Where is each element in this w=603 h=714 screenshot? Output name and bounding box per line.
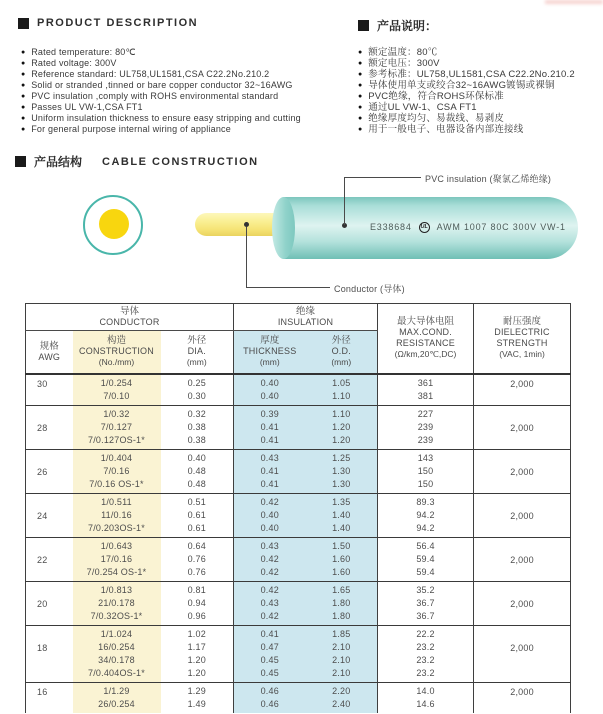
note-item-text: 额定温度：80℃ bbox=[368, 47, 438, 58]
thickness-value: 0.42 bbox=[234, 610, 306, 626]
resistance-value: 22.2 bbox=[378, 625, 474, 641]
od-value: 1.05 bbox=[306, 374, 378, 390]
od-value: 1.30 bbox=[306, 478, 378, 494]
od-header bbox=[306, 331, 378, 374]
note-item bbox=[358, 113, 575, 124]
dia-value: 0.64 bbox=[161, 537, 234, 553]
resistance-value: 59.4 bbox=[378, 553, 474, 566]
construction-value: 1/1.024 bbox=[73, 625, 161, 641]
od-value: 2.20 bbox=[306, 682, 378, 698]
description-item-text: Passes UL VW-1,CSA FT1 bbox=[31, 102, 143, 112]
dia-value: 0.96 bbox=[161, 610, 234, 626]
conductor-callout-line-v bbox=[246, 227, 247, 287]
dielectric-header bbox=[474, 304, 571, 374]
od-value: 1.80 bbox=[306, 597, 378, 610]
product-description-title: PRODUCT DESCRIPTION bbox=[37, 17, 199, 29]
construction-header-zh: 构造 bbox=[106, 335, 126, 347]
dia-value: 0.76 bbox=[161, 566, 234, 582]
table-row bbox=[26, 493, 571, 509]
dia-value: 0.94 bbox=[161, 597, 234, 610]
od-value: 1.30 bbox=[306, 465, 378, 478]
awg-header-en: AWG bbox=[38, 351, 61, 362]
conductor-group-en: CONDUCTOR bbox=[99, 317, 160, 327]
table-row bbox=[26, 449, 571, 465]
dia-header-unit: (mm) bbox=[186, 357, 207, 368]
note-item bbox=[358, 91, 575, 102]
note-item bbox=[358, 80, 575, 91]
resistance-header-en1: MAX.COND. bbox=[399, 327, 452, 338]
pvc-insulation-label: PVC insulation (聚氯乙烯绝缘) bbox=[425, 174, 552, 184]
note-item-text: 绝缘厚度均匀、易裁线、易剥皮 bbox=[368, 113, 505, 124]
od-value: 2.40 bbox=[306, 698, 378, 713]
dielectric-value-cell bbox=[474, 405, 571, 449]
dia-value: 0.38 bbox=[161, 421, 234, 434]
conductor-group-header bbox=[26, 304, 234, 331]
dia-value: 1.49 bbox=[161, 698, 234, 713]
note-item-text: 导体使用单支或绞合32~16AWG镀锡或裸铜 bbox=[368, 80, 555, 91]
od-header-en: O.D. bbox=[331, 346, 351, 357]
dielectric-value: 2,000 bbox=[510, 422, 534, 433]
construction-value: 1/0.511 bbox=[73, 493, 161, 509]
resistance-header-en2: RESISTANCE bbox=[396, 338, 455, 349]
resistance-value: 36.7 bbox=[378, 597, 474, 610]
dia-value: 0.30 bbox=[161, 390, 234, 406]
bullet-icon: ● bbox=[358, 126, 363, 133]
page-edge-artifact bbox=[545, 0, 603, 4]
bullet-icon: ● bbox=[358, 104, 363, 111]
description-item bbox=[21, 58, 301, 69]
square-bullet-icon bbox=[15, 156, 26, 167]
construction-value: 1/0.813 bbox=[73, 581, 161, 597]
dia-value: 1.20 bbox=[161, 654, 234, 667]
od-value: 1.25 bbox=[306, 449, 378, 465]
insulation-group-header bbox=[234, 304, 378, 331]
dia-value: 0.61 bbox=[161, 522, 234, 538]
od-header-zh: 外径 bbox=[331, 335, 351, 347]
resistance-value: 23.2 bbox=[378, 654, 474, 667]
resistance-value: 150 bbox=[378, 478, 474, 494]
dielectric-value: 2,000 bbox=[510, 598, 534, 609]
resistance-value: 89.3 bbox=[378, 493, 474, 509]
awg-value-cell bbox=[26, 449, 73, 493]
construction-value: 1/0.643 bbox=[73, 537, 161, 553]
od-value: 1.60 bbox=[306, 553, 378, 566]
bullet-icon: ● bbox=[21, 93, 26, 100]
dia-value: 0.51 bbox=[161, 493, 234, 509]
dia-value: 0.61 bbox=[161, 509, 234, 522]
bullet-icon: ● bbox=[21, 104, 26, 111]
construction-value: 7/0.10 bbox=[73, 390, 161, 406]
thickness-value: 0.39 bbox=[234, 405, 306, 421]
dielectric-value-cell bbox=[474, 374, 571, 406]
thickness-value: 0.42 bbox=[234, 566, 306, 582]
resistance-value: 227 bbox=[378, 405, 474, 421]
cable-construction-title-zh: 产品结构 bbox=[34, 155, 83, 169]
bullet-icon: ● bbox=[21, 60, 26, 67]
resistance-value: 143 bbox=[378, 449, 474, 465]
ul-mark-icon: UL bbox=[419, 222, 430, 233]
od-header-unit: (mm) bbox=[331, 357, 352, 368]
awg-value-cell bbox=[26, 581, 73, 625]
bullet-icon: ● bbox=[21, 82, 26, 89]
construction-header-en: CONSTRUCTION bbox=[79, 346, 154, 357]
thickness-value: 0.45 bbox=[234, 654, 306, 667]
awg-value: 28 bbox=[37, 422, 48, 433]
bullet-icon: ● bbox=[358, 93, 363, 100]
pvc-callout-line-h bbox=[344, 177, 421, 178]
resistance-value: 381 bbox=[378, 390, 474, 406]
dielectric-value: 2,000 bbox=[510, 510, 534, 521]
note-item bbox=[358, 69, 575, 80]
awg-value-cell bbox=[26, 405, 73, 449]
dia-value: 0.40 bbox=[161, 449, 234, 465]
table-row bbox=[26, 405, 571, 421]
construction-value: 7/0.16 OS-1* bbox=[73, 478, 161, 494]
description-item bbox=[21, 113, 301, 124]
description-item-text: PVC insulation ,comply with ROHS environmental standard bbox=[31, 91, 279, 101]
dielectric-value-cell bbox=[474, 682, 571, 713]
awg-value-cell bbox=[26, 682, 73, 713]
product-notes-title: 产品说明： bbox=[377, 19, 438, 33]
od-value: 1.40 bbox=[306, 509, 378, 522]
description-item bbox=[21, 91, 301, 102]
description-item bbox=[21, 124, 301, 135]
resistance-value: 239 bbox=[378, 421, 474, 434]
dielectric-value: 2,000 bbox=[510, 379, 534, 389]
spec-table bbox=[25, 303, 570, 713]
od-value: 1.10 bbox=[306, 405, 378, 421]
construction-value: 17/0.16 bbox=[73, 553, 161, 566]
thickness-header-zh: 厚度 bbox=[260, 335, 280, 347]
dielectric-header-en2: STRENGTH bbox=[496, 338, 548, 349]
resistance-value: 94.2 bbox=[378, 509, 474, 522]
construction-value: 7/0.127 bbox=[73, 421, 161, 434]
od-value: 2.10 bbox=[306, 654, 378, 667]
dia-value: 1.17 bbox=[161, 641, 234, 654]
description-item-text: Uniform insulation thickness to ensure easy stripping and cutting bbox=[31, 113, 301, 123]
awg-value-cell bbox=[26, 625, 73, 682]
resistance-header bbox=[378, 304, 474, 374]
dia-value: 0.48 bbox=[161, 465, 234, 478]
thickness-header-unit: (mm) bbox=[259, 357, 280, 368]
note-item-text: 额定电压：300V bbox=[368, 58, 440, 69]
construction-value: 1/0.404 bbox=[73, 449, 161, 465]
construction-value: 7/0.32OS-1* bbox=[73, 610, 161, 626]
bullet-icon: ● bbox=[21, 49, 26, 56]
dielectric-header-en1: DIELECTRIC bbox=[494, 327, 550, 338]
dielectric-value-cell bbox=[474, 493, 571, 537]
thickness-value: 0.40 bbox=[234, 390, 306, 406]
table-row bbox=[26, 682, 571, 698]
bullet-icon: ● bbox=[358, 60, 363, 67]
resistance-value: 14.0 bbox=[378, 682, 474, 698]
bullet-icon: ● bbox=[21, 126, 26, 133]
dielectric-value-cell bbox=[474, 537, 571, 581]
pvc-callout-line-v bbox=[344, 178, 345, 225]
insulation-group-zh: 绝缘 bbox=[296, 306, 316, 317]
thickness-value: 0.41 bbox=[234, 625, 306, 641]
awg-value: 26 bbox=[37, 466, 48, 477]
thickness-value: 0.41 bbox=[234, 465, 306, 478]
dielectric-header-unit: (VAC, 1min) bbox=[499, 349, 545, 360]
conductor-group-zh: 导体 bbox=[120, 306, 140, 317]
dielectric-value: 2,000 bbox=[510, 466, 534, 477]
dielectric-value: 2,000 bbox=[510, 554, 534, 565]
dia-header-en: DIA. bbox=[187, 346, 206, 357]
table-row bbox=[26, 537, 571, 553]
description-item-text: Reference standard: UL758,UL1581,CSA C22.2No.210.2 bbox=[31, 69, 270, 79]
awg-header bbox=[26, 331, 73, 374]
od-value: 1.50 bbox=[306, 537, 378, 553]
conductor-callout-line-h bbox=[246, 287, 330, 288]
thickness-value: 0.42 bbox=[234, 493, 306, 509]
resistance-value: 59.4 bbox=[378, 566, 474, 582]
dia-value: 1.02 bbox=[161, 625, 234, 641]
resistance-value: 23.2 bbox=[378, 641, 474, 654]
note-item bbox=[358, 58, 575, 69]
od-value: 1.20 bbox=[306, 434, 378, 450]
dielectric-value-cell bbox=[474, 449, 571, 493]
dielectric-value: 2,000 bbox=[510, 687, 534, 697]
dia-value: 1.29 bbox=[161, 682, 234, 698]
description-item-text: Rated temperature: 80℃ bbox=[31, 47, 136, 57]
dielectric-value-cell bbox=[474, 625, 571, 682]
conductor-core-circle bbox=[99, 209, 129, 239]
description-item bbox=[21, 80, 301, 91]
product-description-list bbox=[21, 47, 301, 135]
cable-print-text bbox=[370, 221, 566, 233]
ul-file-number: E338684 bbox=[370, 222, 412, 232]
dielectric-value: 2,000 bbox=[510, 643, 534, 653]
od-value: 2.10 bbox=[306, 641, 378, 654]
cable-construction-title-en: CABLE CONSTRUCTION bbox=[102, 155, 259, 168]
table-row bbox=[26, 581, 571, 597]
resistance-value: 23.2 bbox=[378, 667, 474, 683]
description-item bbox=[21, 47, 301, 58]
dia-value: 0.48 bbox=[161, 478, 234, 494]
description-item bbox=[21, 102, 301, 113]
awg-header-zh: 规格 bbox=[39, 340, 59, 352]
resistance-value: 361 bbox=[378, 374, 474, 390]
table-row bbox=[26, 374, 571, 390]
od-value: 2.10 bbox=[306, 667, 378, 683]
construction-value: 1/1.29 bbox=[73, 682, 161, 698]
dielectric-value-cell bbox=[474, 581, 571, 625]
thickness-value: 0.45 bbox=[234, 667, 306, 683]
dia-header bbox=[161, 331, 234, 374]
resistance-value: 94.2 bbox=[378, 522, 474, 538]
construction-value: 7/0.404OS-1* bbox=[73, 667, 161, 683]
dia-value: 0.81 bbox=[161, 581, 234, 597]
construction-value: 21/0.178 bbox=[73, 597, 161, 610]
resistance-value: 36.7 bbox=[378, 610, 474, 626]
description-item bbox=[21, 69, 301, 80]
construction-value: 34/0.178 bbox=[73, 654, 161, 667]
construction-value: 11/0.16 bbox=[73, 509, 161, 522]
od-value: 1.40 bbox=[306, 522, 378, 538]
construction-header bbox=[73, 331, 161, 374]
awg-value-cell bbox=[26, 537, 73, 581]
product-notes-heading bbox=[358, 17, 437, 34]
insulation-end-cap bbox=[272, 197, 295, 259]
resistance-value: 150 bbox=[378, 465, 474, 478]
construction-value: 7/0.16 bbox=[73, 465, 161, 478]
od-value: 1.35 bbox=[306, 493, 378, 509]
thickness-value: 0.47 bbox=[234, 641, 306, 654]
note-item bbox=[358, 124, 575, 135]
thickness-value: 0.43 bbox=[234, 449, 306, 465]
dia-value: 0.25 bbox=[161, 374, 234, 390]
note-item-text: 通过UL VW-1、CSA FT1 bbox=[368, 102, 477, 113]
awg-value: 20 bbox=[37, 598, 48, 609]
conductor-label: Conductor (导体) bbox=[334, 284, 405, 294]
construction-value: 26/0.254 bbox=[73, 698, 161, 713]
square-bullet-icon bbox=[18, 18, 29, 29]
thickness-value: 0.41 bbox=[234, 434, 306, 450]
dia-value: 0.38 bbox=[161, 434, 234, 450]
thickness-header bbox=[234, 331, 306, 374]
note-item bbox=[358, 47, 575, 58]
od-value: 1.10 bbox=[306, 390, 378, 406]
thickness-value: 0.40 bbox=[234, 374, 306, 390]
dia-value: 1.20 bbox=[161, 667, 234, 683]
product-description-heading bbox=[18, 17, 198, 29]
insulation-group-en: INSULATION bbox=[277, 317, 334, 327]
note-item-text: PVC绝缘，符合ROHS环保标准 bbox=[368, 91, 504, 102]
od-value: 1.20 bbox=[306, 421, 378, 434]
square-bullet-icon bbox=[358, 20, 369, 31]
table-row bbox=[26, 625, 571, 641]
bullet-icon: ● bbox=[358, 82, 363, 89]
bullet-icon: ● bbox=[21, 115, 26, 122]
od-value: 1.85 bbox=[306, 625, 378, 641]
thickness-value: 0.42 bbox=[234, 553, 306, 566]
cable-rating-text: AWM 1007 80C 300V VW-1 bbox=[436, 222, 566, 232]
awg-value-cell bbox=[26, 374, 73, 406]
note-item bbox=[358, 102, 575, 113]
dielectric-header-zh: 耐压强度 bbox=[503, 316, 542, 328]
description-item-text: Solid or stranded ,tinned or bare copper conductor 32~16AWG bbox=[31, 80, 293, 90]
dia-value: 0.32 bbox=[161, 405, 234, 421]
description-item-text: For general purpose internal wiring of appliance bbox=[31, 124, 231, 134]
thickness-value: 0.46 bbox=[234, 698, 306, 713]
resistance-header-zh: 最大导体电阻 bbox=[397, 316, 455, 328]
bullet-icon: ● bbox=[21, 71, 26, 78]
bullet-icon: ● bbox=[358, 115, 363, 122]
od-value: 1.80 bbox=[306, 610, 378, 626]
construction-header-unit: (No./mm) bbox=[98, 357, 135, 368]
bullet-icon: ● bbox=[358, 49, 363, 56]
dia-value: 0.76 bbox=[161, 553, 234, 566]
resistance-value: 35.2 bbox=[378, 581, 474, 597]
thickness-value: 0.43 bbox=[234, 597, 306, 610]
construction-value: 1/0.32 bbox=[73, 405, 161, 421]
od-value: 1.60 bbox=[306, 566, 378, 582]
construction-value: 7/0.254 OS-1* bbox=[73, 566, 161, 582]
thickness-value: 0.42 bbox=[234, 581, 306, 597]
resistance-header-unit: (Ω/km,20℃,DC) bbox=[394, 349, 457, 360]
thickness-value: 0.41 bbox=[234, 478, 306, 494]
thickness-value: 0.43 bbox=[234, 537, 306, 553]
construction-value: 7/0.203OS-1* bbox=[73, 522, 161, 538]
description-item-text: Rated voltage: 300V bbox=[31, 58, 117, 68]
thickness-value: 0.41 bbox=[234, 421, 306, 434]
awg-value-cell bbox=[26, 493, 73, 537]
spec-table-element bbox=[25, 303, 571, 713]
od-value: 1.65 bbox=[306, 581, 378, 597]
note-item-text: 参考标准：UL758,UL1581,CSA C22.2No.210.2 bbox=[368, 69, 575, 80]
construction-value: 16/0.254 bbox=[73, 641, 161, 654]
awg-value: 16 bbox=[37, 687, 48, 697]
cable-construction-heading bbox=[15, 153, 259, 170]
thickness-value: 0.40 bbox=[234, 522, 306, 538]
resistance-value: 14.6 bbox=[378, 698, 474, 713]
awg-value: 24 bbox=[37, 510, 48, 521]
thickness-value: 0.46 bbox=[234, 682, 306, 698]
thickness-value: 0.40 bbox=[234, 509, 306, 522]
dia-header-zh: 外径 bbox=[187, 335, 207, 347]
awg-value: 22 bbox=[37, 554, 48, 565]
resistance-value: 56.4 bbox=[378, 537, 474, 553]
resistance-value: 239 bbox=[378, 434, 474, 450]
awg-value: 18 bbox=[37, 643, 48, 653]
construction-value: 1/0.254 bbox=[73, 374, 161, 390]
bullet-icon: ● bbox=[358, 71, 363, 78]
awg-value: 30 bbox=[37, 379, 48, 389]
product-notes-list bbox=[358, 47, 575, 135]
thickness-header-en: THICKNESS bbox=[243, 346, 297, 357]
note-item-text: 用于一般电子、电器设备内部连接线 bbox=[368, 124, 524, 135]
construction-value: 7/0.127OS-1* bbox=[73, 434, 161, 450]
